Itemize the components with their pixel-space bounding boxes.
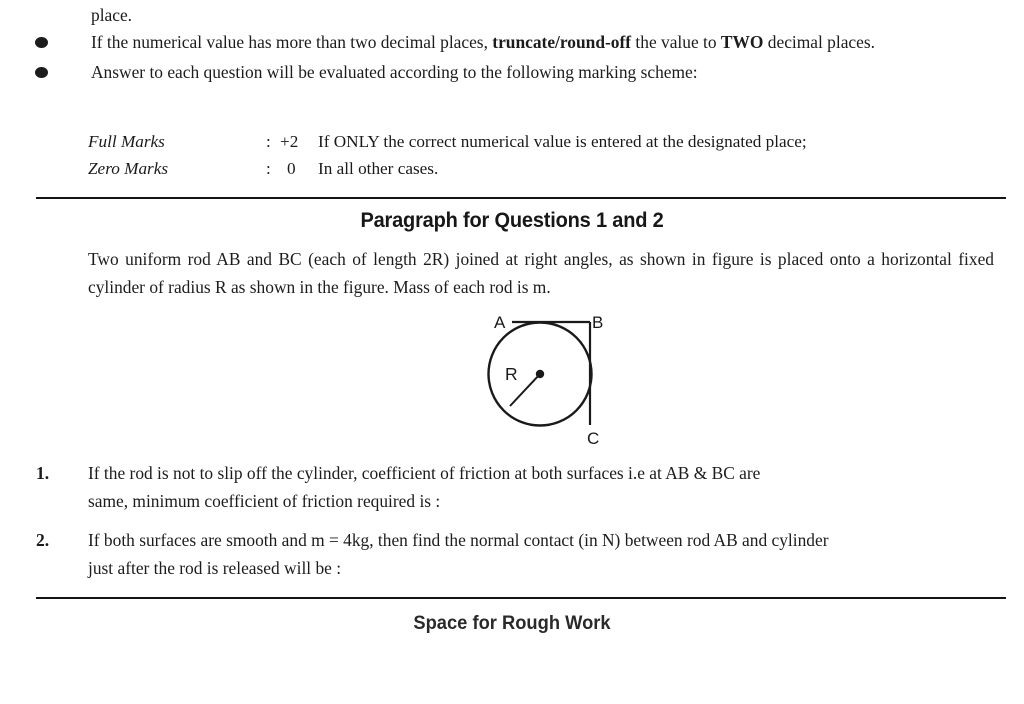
zero-marks-label: Zero Marks (88, 159, 169, 178)
zero-marks-colon: : (266, 159, 271, 178)
figure-label-c: C (587, 429, 600, 448)
bullet-dot-icon (35, 37, 48, 48)
instruction-text-after-1: decimal places. (763, 31, 875, 52)
zero-marks-score: 0 (287, 159, 296, 178)
circle-center-dot (536, 370, 544, 378)
paragraph-body-text: Two uniform rod AB and BC (each of length 2R) joined at right angles, as shown in figure is placed onto a horizontal fixed cylinder of radius R as shown in the figure. Mass of each rod is m. (88, 249, 994, 297)
instruction-bold-1a: truncate/round-off (492, 31, 632, 52)
horizontal-divider-bottom (36, 597, 1006, 599)
question-body-2 (0, 526, 1024, 582)
instruction-lead-text: place. (91, 5, 133, 25)
question-body-1 (0, 459, 1024, 515)
question-item-1 (0, 459, 1024, 515)
question-number-2: 2. (36, 530, 50, 550)
marking-scheme-row (0, 155, 1024, 182)
full-marks-score: +2 (280, 132, 299, 151)
question-1-line-2: same, minimum coefficient of friction required is : (88, 491, 441, 511)
instruction-bold-1b: TWO (720, 31, 764, 52)
page-title: Paragraph for Questions 1 and 2 (360, 208, 664, 232)
physics-figure (472, 306, 632, 451)
full-marks-colon: : (266, 132, 271, 151)
question-item-2 (0, 526, 1024, 582)
instruction-bullet-item-1 (0, 29, 1024, 56)
question-2-line-2: just after the rod is released will be : (88, 558, 342, 578)
question-1-line-1: If the rod is not to slip off the cylinder, coefficient of friction at both surfaces i.e at AB & BC are (88, 463, 761, 483)
instruction-text-middle-1: the value to (631, 31, 721, 52)
zero-marks-description: In all other cases. (318, 159, 439, 178)
full-marks-label: Full Marks (88, 132, 165, 151)
instructions-block (0, 2, 1024, 86)
question-number-1: 1. (36, 463, 50, 483)
marking-scheme-table (0, 128, 1024, 182)
figure-label-radius: R (505, 364, 518, 384)
question-2-line-1: If both surfaces are smooth and m = 4kg, then find the normal contact (in N) between rod AB and cylinder (88, 530, 829, 550)
instruction-text-before-1: If the numerical value has more than two decimal places, (91, 31, 493, 52)
instruction-bullet-item-2 (0, 59, 1024, 86)
full-marks-description: If ONLY the correct numerical value is entered at the designated place; (318, 132, 807, 151)
instruction-text-before-2: Answer to each question will be evaluated according to the following marking scheme: (91, 62, 698, 82)
marking-scheme-row (0, 128, 1024, 155)
footer-text: Space for Rough Work (413, 612, 611, 634)
figure-label-a: A (494, 313, 506, 332)
figure-label-b: B (592, 313, 604, 332)
horizontal-divider-top (36, 197, 1006, 199)
bullet-dot-icon (35, 67, 48, 78)
